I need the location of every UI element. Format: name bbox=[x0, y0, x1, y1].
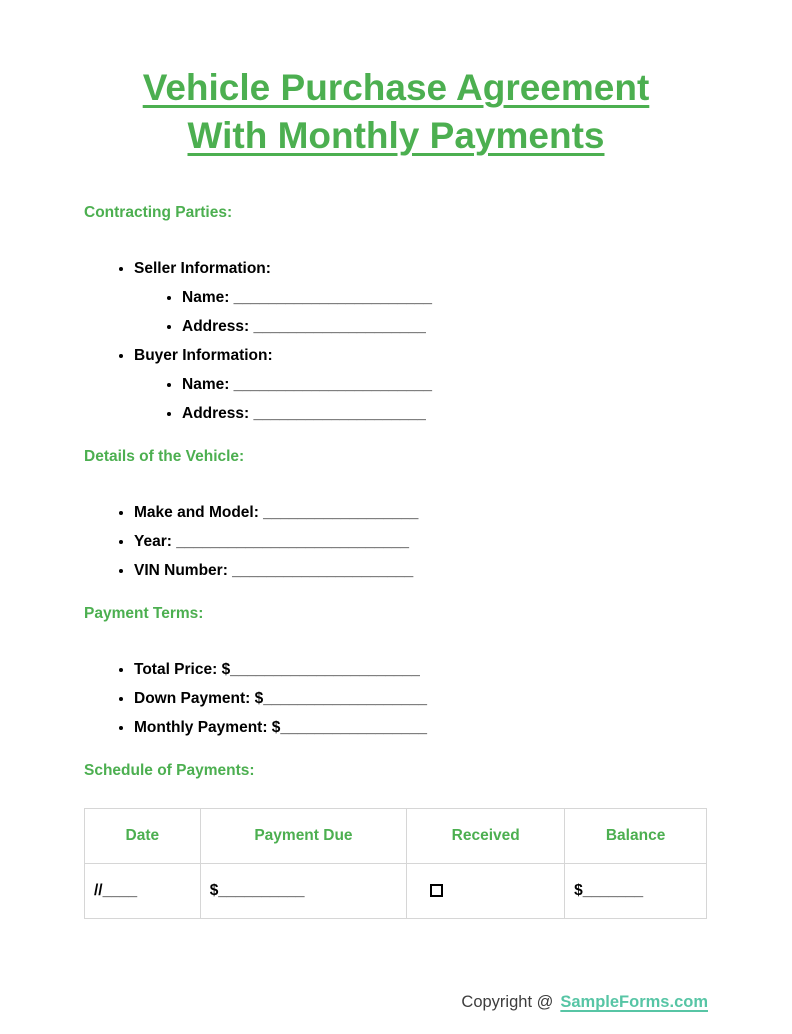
field-seller-name: • Name: _______________________ bbox=[182, 283, 708, 312]
sampleforms-link[interactable]: SampleForms.com bbox=[560, 993, 708, 1011]
list-item-seller-information bbox=[134, 254, 708, 341]
section-heading-payment-terms: Payment Terms: bbox=[84, 605, 204, 622]
section-schedule-of-payments bbox=[84, 762, 708, 919]
empty-checkbox-icon[interactable] bbox=[430, 884, 443, 897]
field-monthly-payment: • Monthly Payment: $_________________ bbox=[134, 713, 708, 742]
column-header-balance: Balance bbox=[565, 809, 707, 864]
cell-payment-due: $__________ bbox=[200, 864, 407, 919]
cell-balance: $_______ bbox=[565, 864, 707, 919]
section-heading-vehicle-details: Details of the Vehicle: bbox=[84, 448, 245, 465]
payment-terms-list bbox=[84, 655, 708, 742]
document-title bbox=[84, 64, 708, 160]
field-year: • Year: ___________________________ bbox=[134, 527, 708, 556]
table-row bbox=[85, 864, 707, 919]
schedule-table bbox=[84, 808, 707, 919]
section-payment-terms bbox=[84, 605, 708, 742]
field-vin-number: • VIN Number: _____________________ bbox=[134, 556, 708, 585]
column-header-date: Date bbox=[85, 809, 201, 864]
cell-received bbox=[407, 864, 565, 919]
column-header-payment-due: Payment Due bbox=[200, 809, 407, 864]
field-seller-address: • Address: ____________________ bbox=[182, 312, 708, 341]
list-item-buyer-information bbox=[134, 341, 708, 428]
field-buyer-name: • Name: _______________________ bbox=[182, 370, 708, 399]
footer bbox=[461, 993, 708, 1012]
section-vehicle-details bbox=[84, 448, 708, 585]
seller-information-label: Seller Information: bbox=[134, 260, 271, 277]
document-title-line2: With Monthly Payments bbox=[187, 115, 605, 156]
seller-fields-list bbox=[134, 283, 708, 341]
vehicle-details-list bbox=[84, 498, 708, 585]
table-header-row bbox=[85, 809, 707, 864]
field-down-payment: • Down Payment: $___________________ bbox=[134, 684, 708, 713]
column-header-received: Received bbox=[407, 809, 565, 864]
section-heading-contracting-parties: Contracting Parties: bbox=[84, 204, 233, 221]
section-contracting-parties bbox=[84, 204, 708, 428]
section-heading-schedule-of-payments: Schedule of Payments: bbox=[84, 762, 255, 779]
buyer-information-label: Buyer Information: bbox=[134, 347, 273, 364]
field-buyer-address: • Address: ____________________ bbox=[182, 399, 708, 428]
document-title-line1: Vehicle Purchase Agreement bbox=[142, 67, 650, 108]
buyer-fields-list bbox=[134, 370, 708, 428]
field-make-and-model: • Make and Model: __________________ bbox=[134, 498, 708, 527]
copyright-text: Copyright @ bbox=[461, 993, 554, 1011]
contracting-parties-list bbox=[84, 254, 708, 428]
cell-date: //____ bbox=[85, 864, 201, 919]
field-total-price: • Total Price: $______________________ bbox=[134, 655, 708, 684]
